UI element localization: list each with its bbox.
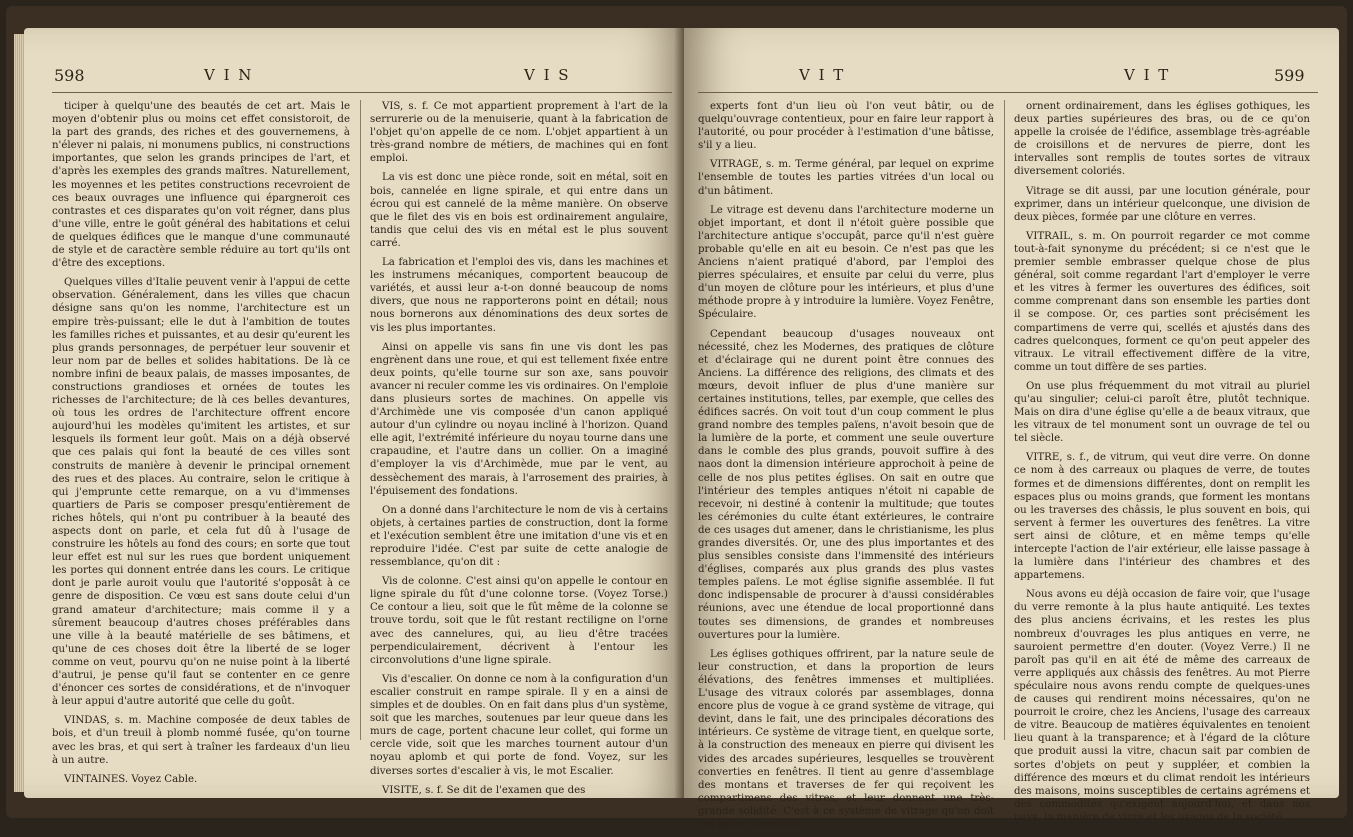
book-spread [6,6,1347,830]
left-page-number: 598 [54,66,85,85]
left-header-running-head-2: V I S [524,66,571,84]
paragraph: Le vitrage est devenu dans l'architecture moderne un objet important, et dont il n'étoit guère possible que l'architecture antique s'occupât, parce qu'il n'est guère probable qu'elle en ait eu besoin. Ce n'est pas que les Anciens n'aient pratiqué d'abord, par l'emploi des pierres spéculaires, et ensuite par celui du verre, plus d'un moyen de clôture pour les intérieurs, et plus d'une méthode propre à y introduire la lumière. Voyez Fenêtre, Spéculaire. [698,204,994,321]
paragraph: Les églises gothiques offrirent, par la nature seule de leur construction, et dans la proportion de leurs élévations, des fenêtres immenses et multipliées. L'usage des vitraux colorés par assemblages, donna encore plus de vogue à ce grand système de vitrage, qui devint, dans le fait, une des principales décorations des intérieurs. Ce système de vitrage tient, en quelque sorte, à la construction des meneaux en pierre qui divisent les vides des arcades supérieures, lesquelles se trouvèrent converties en fenêtres. Il tient au genre d'assemblage des montans et traverses de fer qui reçoivent les compartimens des vitres, et leur donnent une très-grande solidité. C'est à ce système de vitrage qu'on doit ces belles roses qui [698,648,994,830]
paragraph: Vis d'escalier. On donne ce nom à la configuration d'un escalier construit en rampe spirale. Il y en a ainsi de simples et de doubles. On en fait dans plus d'un système, soit que les marches, soutenues par leur queue dans les murs de cage, portent chacune leur collet, qui forme un cercle vide, soit que les marches tournent autour d'un noyau aplomb et qui porte de fond. Voyez, sur les diverses sortes d'escalier à vis, le mot Escalier. [370,673,668,777]
paragraph: Vis de colonne. C'est ainsi qu'on appelle le contour en ligne spirale du fût d'une colonne torse. (Voyez Torse.) Ce contour a lieu, soit que le fût même de la colonne se trouve tordu, soit que le fût restant rectiligne on l'orne avec des cannelures, qui, au lieu d'être tracées perpendiculairement, décrivent à l'entour les circonvolutions d'une ligne spirale. [370,576,668,666]
left-column-2 [370,100,668,803]
left-column-1 [52,100,350,792]
paragraph: La fabrication et l'emploi des vis, dans les machines et les instrumens mécaniques, comportent beaucoup de variétés, et aussi leur a-t-on donné beaucoup de noms divers, que nous ne rapporterons point en détail; nous nous bornerons aux dénominations des deux sortes de vis les plus importantes. [370,257,668,334]
right-page [684,28,1339,830]
right-header-rule [698,92,1318,93]
paragraph: experts font d'un lieu où l'on veut bâtir, ou de quelqu'ouvrage contentieux, pour en faire leur rapport à l'autorité, ou pour procéder à l'estimation d'une bâtisse, s'il y a lieu. [698,101,994,152]
paragraph: Nous avons eu déjà occasion de faire voir, que l'usage du verre remonte à la plus haute antiquité. Les textes des plus anciens écrivains, et les restes les plus nombreux d'ouvrages les plus antiques en verre, ne sauroient permettre d'en douter. (Voyez Verre.) Il ne paroît pas qu'il en ait été de même des carreaux de verre appliqués aux châssis des fenêtres. Au mot Pierre spéculaire nous avons rendu compte de quelques-unes de causes qui rendirent moins nécessaires, qu'on ne pourroit le croire, chez les Anciens, l'usage des carreaux de vitre. Beaucoup de matières équivalentes en tenoient lieu quant à la transparence; et à l'égard de la clôture que produit aussi la vitre, chacun sait par combien de sortes d'objets on peut y suppléer, et combien la différence des mœurs et du climat rendoit les intérieurs des maisons, moins susceptibles de certains agrémens et des commodités qu'exigent aujourd'hui, et dans nos pays, la manière de vivre et les usages de la société. [1014,589,1310,823]
paragraph: ornent ordinairement, dans les églises gothiques, les deux parties supérieures des bras, ou de ce qu'on appelle la croisée de l'édifice, assemblage très-agréable de croisillons et de nervures de pierre, dont les intervalles sont remplis de toutes sortes de vitraux diversement coloriés. [1014,101,1310,178]
paragraph: ticiper à quelqu'une des beautés de cet art. Mais le moyen d'obtenir plus ou moins cet effet consistoroit, de la part des grands, des riches et des gouvernemens, à n'élever ni palais, ni monumens publics, ni constructions importantes, que selon les grands principes de l'art, et d'après les exemples des grands maîtres. Naturellement, les moyennes et les petites constructions recevroient de ces beaux ouvrages une influence qui épargneroit ces contrastes et ces disparates qu'on voit régner, dans plus d'une ville, entre le goût général des habitations et celui de quelques édifices que le manque d'une communauté de style et de caractère semble réduire au tort qu'ils ont d'être des exceptions. [52,101,350,270]
right-header-running-head-1: V I T [799,66,846,84]
paragraph: Ainsi on appelle vis sans fin une vis dont les pas engrènent dans une roue, et qui est tellement fixée entre deux points, qu'elle tourne sur son axe, sans pouvoir avancer ni reculer comme les vis ordinaires. On l'emploie dans plusieurs sortes de machines. On appelle vis d'Archimède une vis composée d'un canon appliqué autour d'un cylindre ou noyau incliné à l'horizon. Quand elle agit, l'extrémité inférieure du noyau tourne dans une crapaudine, et l'autre dans un collier. On a imaginé d'employer la vis d'Archimède, mue par le vent, au dessèchement des marais, à l'arrosement des prairies, à l'épuisement des fondations. [370,341,668,497]
right-page-number: 599 [1274,66,1305,85]
paragraph: VINTAINES. Voyez Cable. [64,773,198,785]
paragraph: VITRAGE, s. m. Terme général, par lequel on exprime l'ensemble de toutes les parties vitrées d'un local ou d'un bâtiment. [698,159,994,197]
paragraph: On use plus fréquemment du mot vitrail au pluriel qu'au singulier; celui-ci paroît être, plutôt technique. Mais on dira d'une église qu'elle a de beaux vitraux, que les vitraux de tel monument sont un ouvrage de tel ou tel siècle. [1014,380,1310,445]
paragraph: Vitrage se dit aussi, par une locution générale, pour exprimer, dans un intérieur quelconque, une division de deux pièces, formée par une clôture en verres. [1014,185,1310,223]
paragraph: Cependant beaucoup d'usages nouveaux ont nécessité, chez les Modernes, des pratiques de clôture et d'éclairage qui ne durent point être connues des Anciens. La différence des religions, des climats et des mœurs, devoit influer de plus d'une manière sur certaines institutions, telles, par exemple, que celles des édifices sacrés. On voit tout d'un coup comment le plus grand nombre des temples païens, n'avoit besoin que de la lumière de la porte, et comment une seule ouverture dans le comble des plus grands, pouvoit suffire à des naos dont la dimension intérieure approchoit à peine de celle de nos plus petites églises. On sait en outre que l'intérieur des temples antiques n'étoit ni capable de recevoir, ni destiné à contenir la multitude; que toutes les cérémonies du culte étant extérieures, le contraire de ces usages dut amener, dans le christianisme, les plus grandes diversités. Or, une des plus importantes et des plus sensibles consiste dans l'immensité des intérieurs d'églises, comparés aux plus grands des plus vastes temples païens. Le mot église signifie assemblée. Il fut donc indispensable de procurer à d'aussi considérables réunions, avec une étendue de local proportionné dans toutes ses dimensions, de grandes et nombreuses ouvertures pour la lumière. [698,328,994,641]
left-page [24,28,684,798]
left-header-rule [52,92,672,93]
paragraph: La vis est donc une pièce ronde, soit en métal, soit en bois, cannelée en ligne spirale, et qui entre dans un écrou qui est cannelé de la même manière. On observe que le filet des vis en bois est ordinairement angulaire, tandis que celui des vis en métal est le plus souvent carré. [370,172,668,249]
paragraph: VITRAIL, s. m. On pourroit regarder ce mot comme tout-à-fait synonyme du précédent; si ce n'est que le premier semble embrasser quelque chose de plus général, soit comme regardant l'art d'employer le verre et les vitres à fermer les ouvertures des édifices, soit comme comprenant dans son ensemble les parties dont il se compose. Or, ces parties sont précisément les compartimens de verre qui, scellés et ajustés dans des cadres quelconques, forment ce qu'on peut appeler des vitraux. Le vitrail effectivement diffère de la vitre, comme un tout diffère de ses parties. [1014,230,1310,373]
paragraph: VINDAS, s. m. Machine composée de deux tables de bois, et d'un treuil à plomb nommé fusée, qu'on tourne avec les bras, et qui sert à traîner les fardeaux d'un lieu à un autre. [52,715,350,766]
right-column-2 [1014,100,1310,830]
left-column-divider [360,100,361,740]
paragraph: VIS, s. f. Ce mot appartient proprement à l'art de la serrurerie ou de la menuiserie, quant à la fabrication de l'objet qu'on appelle de ce nom. L'objet appartient à un très-grand nombre de métiers, de machines qui en font emploi. [370,101,668,165]
paragraph: VITRE, s. f., de vitrum, qui veut dire verre. On donne ce nom à des carreaux ou plaques de verre, de toutes formes et de dimensions différentes, dont on remplit les espaces plus ou moins grands, que forment les montans ou les traverses des châssis, le plus souvent en bois, qui servent à fermer les ouvertures des fenêtres. La vitre sert ainsi de clôture, et en même temps qu'elle intercepte l'action de l'air extérieur, elle laisse passage à la lumière dans l'intérieur des chambres et des appartemens. [1014,452,1310,582]
paragraph: Quelques villes d'Italie peuvent venir à l'appui de cette observation. Généralement, dans les villes que chacun désigne sans qu'on les nomme, l'architecture est un empire très-puissant; elle le dut à l'ambition de toutes les familles riches et puissantes, et au desir qu'eurent les plus grands personnages, de perpétuer leur souvenir et leur nom par de belles et solides habitations. De là ce nombre infini de beaux palais, de masses imposantes, de constructions grandioses et ornées de toutes les richesses de l'architecture; de là ces belles devantures, où tous les ordres de l'architecture offrent encore aujourd'hui les modèles qu'imitent les artistes, et sur lesquels ils forment leur goût. Mais on a déjà observé que ces palais qui font la beauté de ces villes sont construits de manière à devenir le principal ornement des rues et des places. Au contraire, selon le critique à qui j'emprunte cette remarque, on a vu d'immenses quartiers de Paris se composer presqu'entièrement de riches hôtels, qui n'ont pu contribuer à la beauté des aspects dont on parle, et cela fut dû à l'usage de construire les hôtels au fond des cours; en sorte que tout leur effet est nul sur les rues que bordent uniquement les portes qui donnent entrée dans les cours. Le critique dont je parle auroit voulu que l'autorité s'opposât à ce genre de disposition. Ce vœu est sans doute celui d'un grand amateur d'architecture; mais comme il y a sûrement beaucoup d'autres choses préférables dans une ville à la beauté matérielle de ses bâtimens, et qu'une de ces choses doit être la liberté de se loger comme on veut, pourvu qu'on ne nuise point à la liberté d'autrui, je pense qu'il faut se contenter en ce genre d'énoncer ces sortes de considérations, et de n'invoquer à leur appui d'autre autorité que celle du goût. [52,277,350,708]
paragraph: VISITE, s. f. Se dit de l'examen que des [382,784,586,796]
right-column-1 [698,100,994,837]
paragraph: On a donné dans l'architecture le nom de vis à certains objets, à certaines parties de construction, dont la forme et l'exécution semblent être une imitation d'une vis et en reproduire l'idée. C'est par suite de cette analogie de ressemblance, qu'on dit : [370,504,668,569]
right-header-running-head-2: V I T [1124,66,1171,84]
left-header-running-head-1: V I N [204,66,254,84]
right-column-divider [1004,100,1005,740]
